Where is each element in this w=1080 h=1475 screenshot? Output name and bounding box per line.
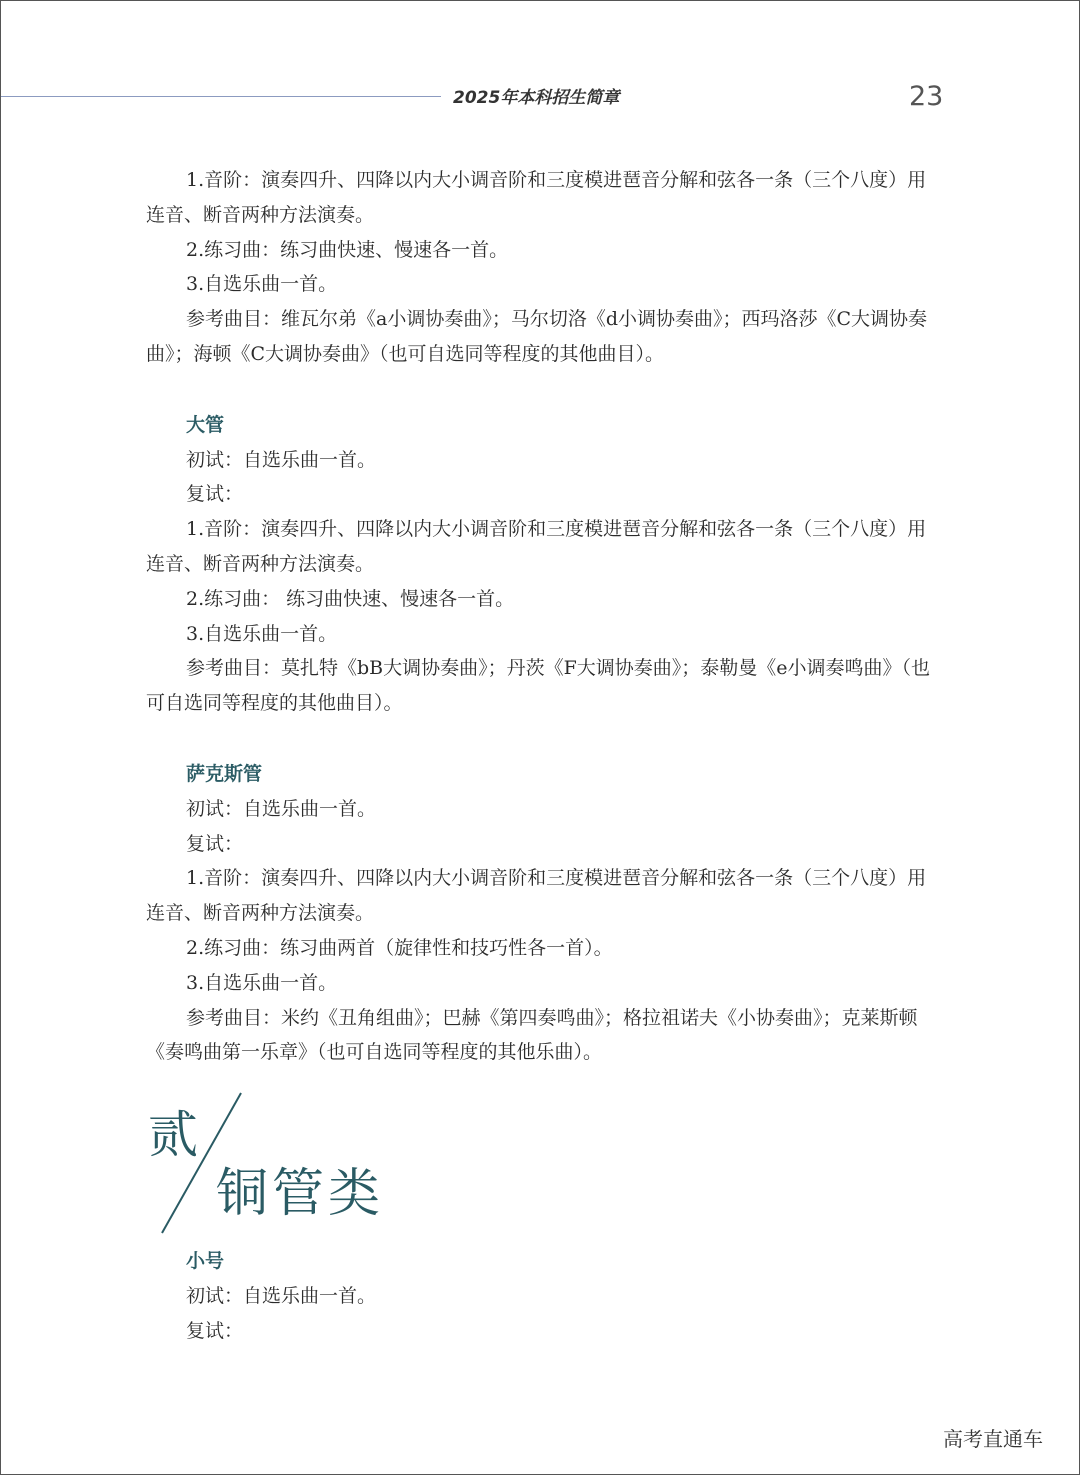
- paragraph-etude: 2.练习曲：练习曲两首（旋律性和技巧性各一首）。: [186, 936, 613, 959]
- paragraph-prelim: 初试：自选乐曲一首。: [186, 1284, 377, 1307]
- page-number: 23: [909, 81, 944, 112]
- chapter-heading: [146, 1091, 406, 1236]
- paragraph-retest: 复试：: [186, 832, 244, 855]
- header-title: 2025年本科招生简章: [453, 88, 620, 108]
- paragraph-reference: 参考曲目：米约《丑角组曲》；巴赫《第四奏鸣曲》；格拉祖诺夫《小协奏曲》；克莱斯顿《奏鸣曲第一乐章》（也可自选同等程度的其他乐曲）。: [146, 1006, 918, 1064]
- paragraph-prelim: 初试：自选乐曲一首。: [186, 448, 377, 471]
- chapter-title: 铜管类: [216, 1164, 385, 1224]
- chapter-number: 贰: [148, 1106, 198, 1164]
- paragraph-free-piece: 3.自选乐曲一首。: [186, 622, 338, 645]
- paragraph-prelim: 初试：自选乐曲一首。: [186, 797, 377, 820]
- paragraph-scale: 1.音阶：演奏四升、四降以内大小调音阶和三度模进琶音分解和弦各一条（三个八度）用连音、断音两种方法演奏。: [146, 518, 927, 575]
- paragraph-reference: 参考曲目：莫扎特《bB大调协奏曲》；丹茨《F大调协奏曲》；泰勒曼《e小调奏鸣曲》（也可自选同等程度的其他曲目）。: [146, 657, 931, 715]
- watermark-text: 高考直通车: [943, 1427, 1043, 1451]
- paragraph-etude: 2.练习曲： 练习曲快速、慢速各一首。: [186, 587, 515, 610]
- header-rule: [1, 96, 441, 97]
- paragraph-retest: 复试：: [186, 483, 244, 506]
- paragraph-retest: 复试：: [186, 1319, 244, 1342]
- main-content: [146, 163, 941, 1070]
- paragraph-scale: 1.音阶：演奏四升、四降以内大小调音阶和三度模进琶音分解和弦各一条（三个八度）用连音、断音两种方法演奏。: [146, 867, 927, 925]
- paragraph-reference: 参考曲目：维瓦尔弟《a小调协奏曲》；马尔切洛《d小调协奏曲》；西玛洛莎《C大调协奏曲》；海顿《C大调协奏曲》（也可自选同等程度的其他曲目）。: [146, 308, 928, 365]
- section-heading-trumpet: 小号: [186, 1250, 225, 1272]
- paragraph-etude: 2.练习曲：练习曲快速、慢速各一首。: [186, 238, 509, 261]
- section-heading-saxophone: 萨克斯管: [186, 762, 263, 785]
- section-heading-bassoon: 大管: [186, 413, 225, 436]
- paragraph-free-piece: 3.自选乐曲一首。: [186, 971, 338, 994]
- paragraph-scale: 1.音阶：演奏四升、四降以内大小调音阶和三度模进琶音分解和弦各一条（三个八度）用连音、断音两种方法演奏。: [146, 169, 927, 226]
- paragraph-free-piece: 3.自选乐曲一首。: [186, 273, 338, 296]
- trumpet-content: [146, 1244, 941, 1348]
